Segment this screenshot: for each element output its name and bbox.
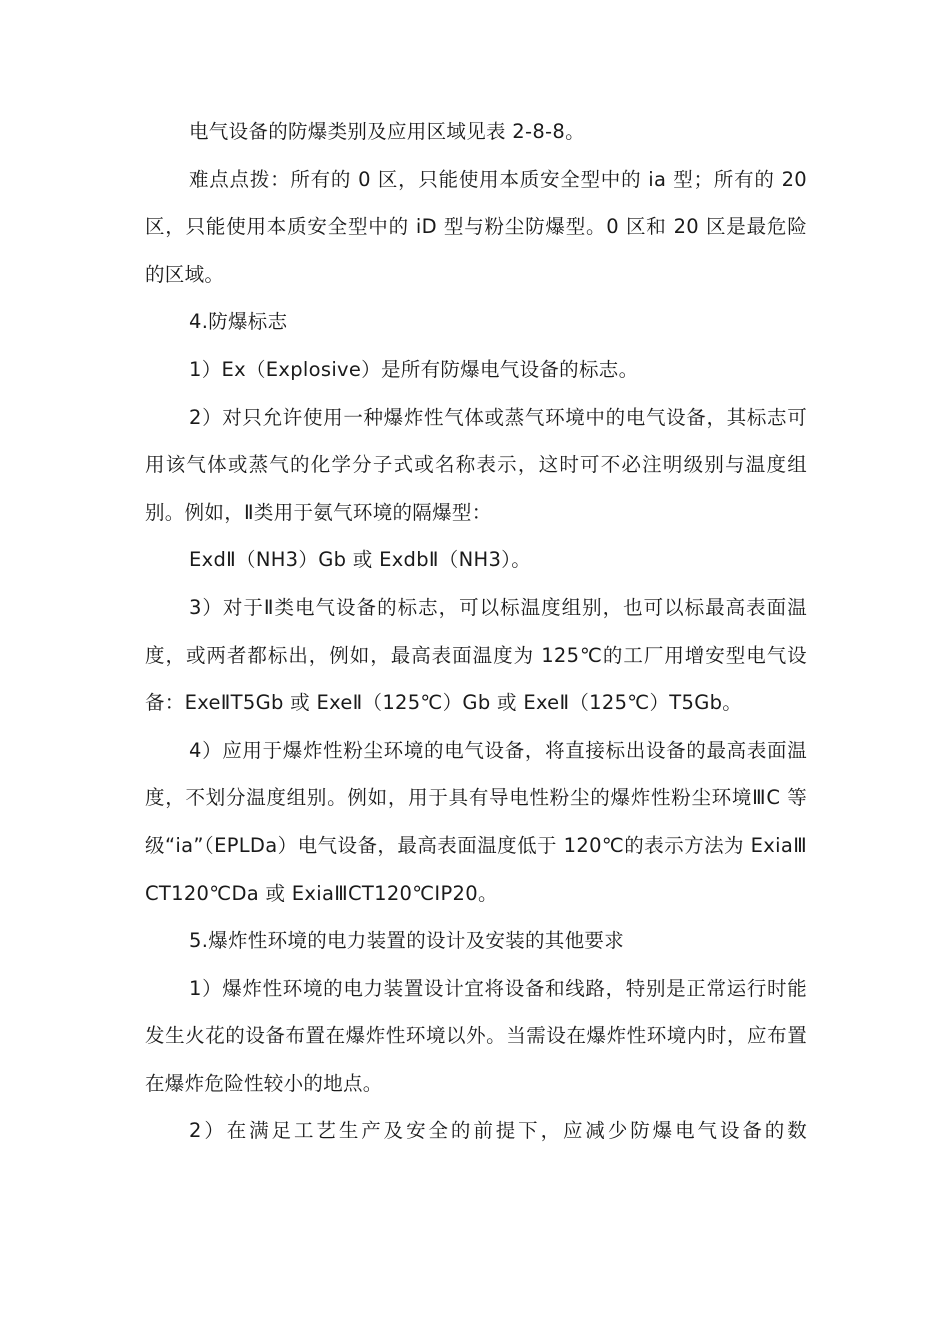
paragraph-marking-2: 2）对只允许使用一种爆炸性气体或蒸气环境中的电气设备，其标志可用该气体或蒸气的化学分子式或名称表示，这时可不必注明级别与温度组别。例如，Ⅱ类用于氨气环境的隔爆型： [145,405,807,524]
paragraph-difficulty-tip: 难点点拨：所有的 0 区，只能使用本质安全型中的 ia 型；所有的 20 区，只能使用本质安全型中的 iD 型与粉尘防爆型。0 区和 20 区是最危险的区域。 [145,167,807,286]
section-heading-explosion-marking: 4.防爆标志 [189,310,288,334]
section-heading-design-requirements: 5.爆炸性环境的电力装置的设计及安装的其他要求 [189,929,625,953]
paragraph-marking-4: 4）应用于爆炸性粉尘环境的电气设备，将直接标出设备的最高表面温度，不划分温度组别。例如，用于具有导电性粉尘的爆炸性粉尘环境ⅢC 等级“ia”（EPLDa）电气设备，最高表面温度低于 120℃的表示方法为 ExiaⅢCT120℃Da 或 ExiaⅢCT120℃IP20。 [145,738,807,905]
paragraph-explosion-proof-category: 电气设备的防爆类别及应用区域见表 2-8-8。 [189,120,585,143]
document-page [145,108,807,1155]
paragraph-requirement-2: 2）在满足工艺生产及安全的前提下，应减少防爆电气设备的数 [189,1119,807,1143]
paragraph-marking-example-nh3: ExdⅡ（NH3）Gb 或 ExdbⅡ（NH3）。 [189,548,531,572]
paragraph-marking-3: 3）对于Ⅱ类电气设备的标志，可以标温度组别，也可以标最高表面温度，或两者都标出，例如，最高表面温度为 125℃的工厂用增安型电气设备：ExeⅡT5Gb 或 ExeⅡ（125℃）Gb 或 ExeⅡ（125℃）T5Gb。 [145,595,807,715]
paragraph-requirement-1: 1）爆炸性环境的电力装置设计宜将设备和线路，特别是正常运行时能发生火花的设备布置在爆炸性环境以外。当需设在爆炸性环境内时，应布置在爆炸危险性较小的地点。 [145,976,807,1095]
paragraph-marking-1: 1）Ex（Explosive）是所有防爆电气设备的标志。 [189,357,639,381]
